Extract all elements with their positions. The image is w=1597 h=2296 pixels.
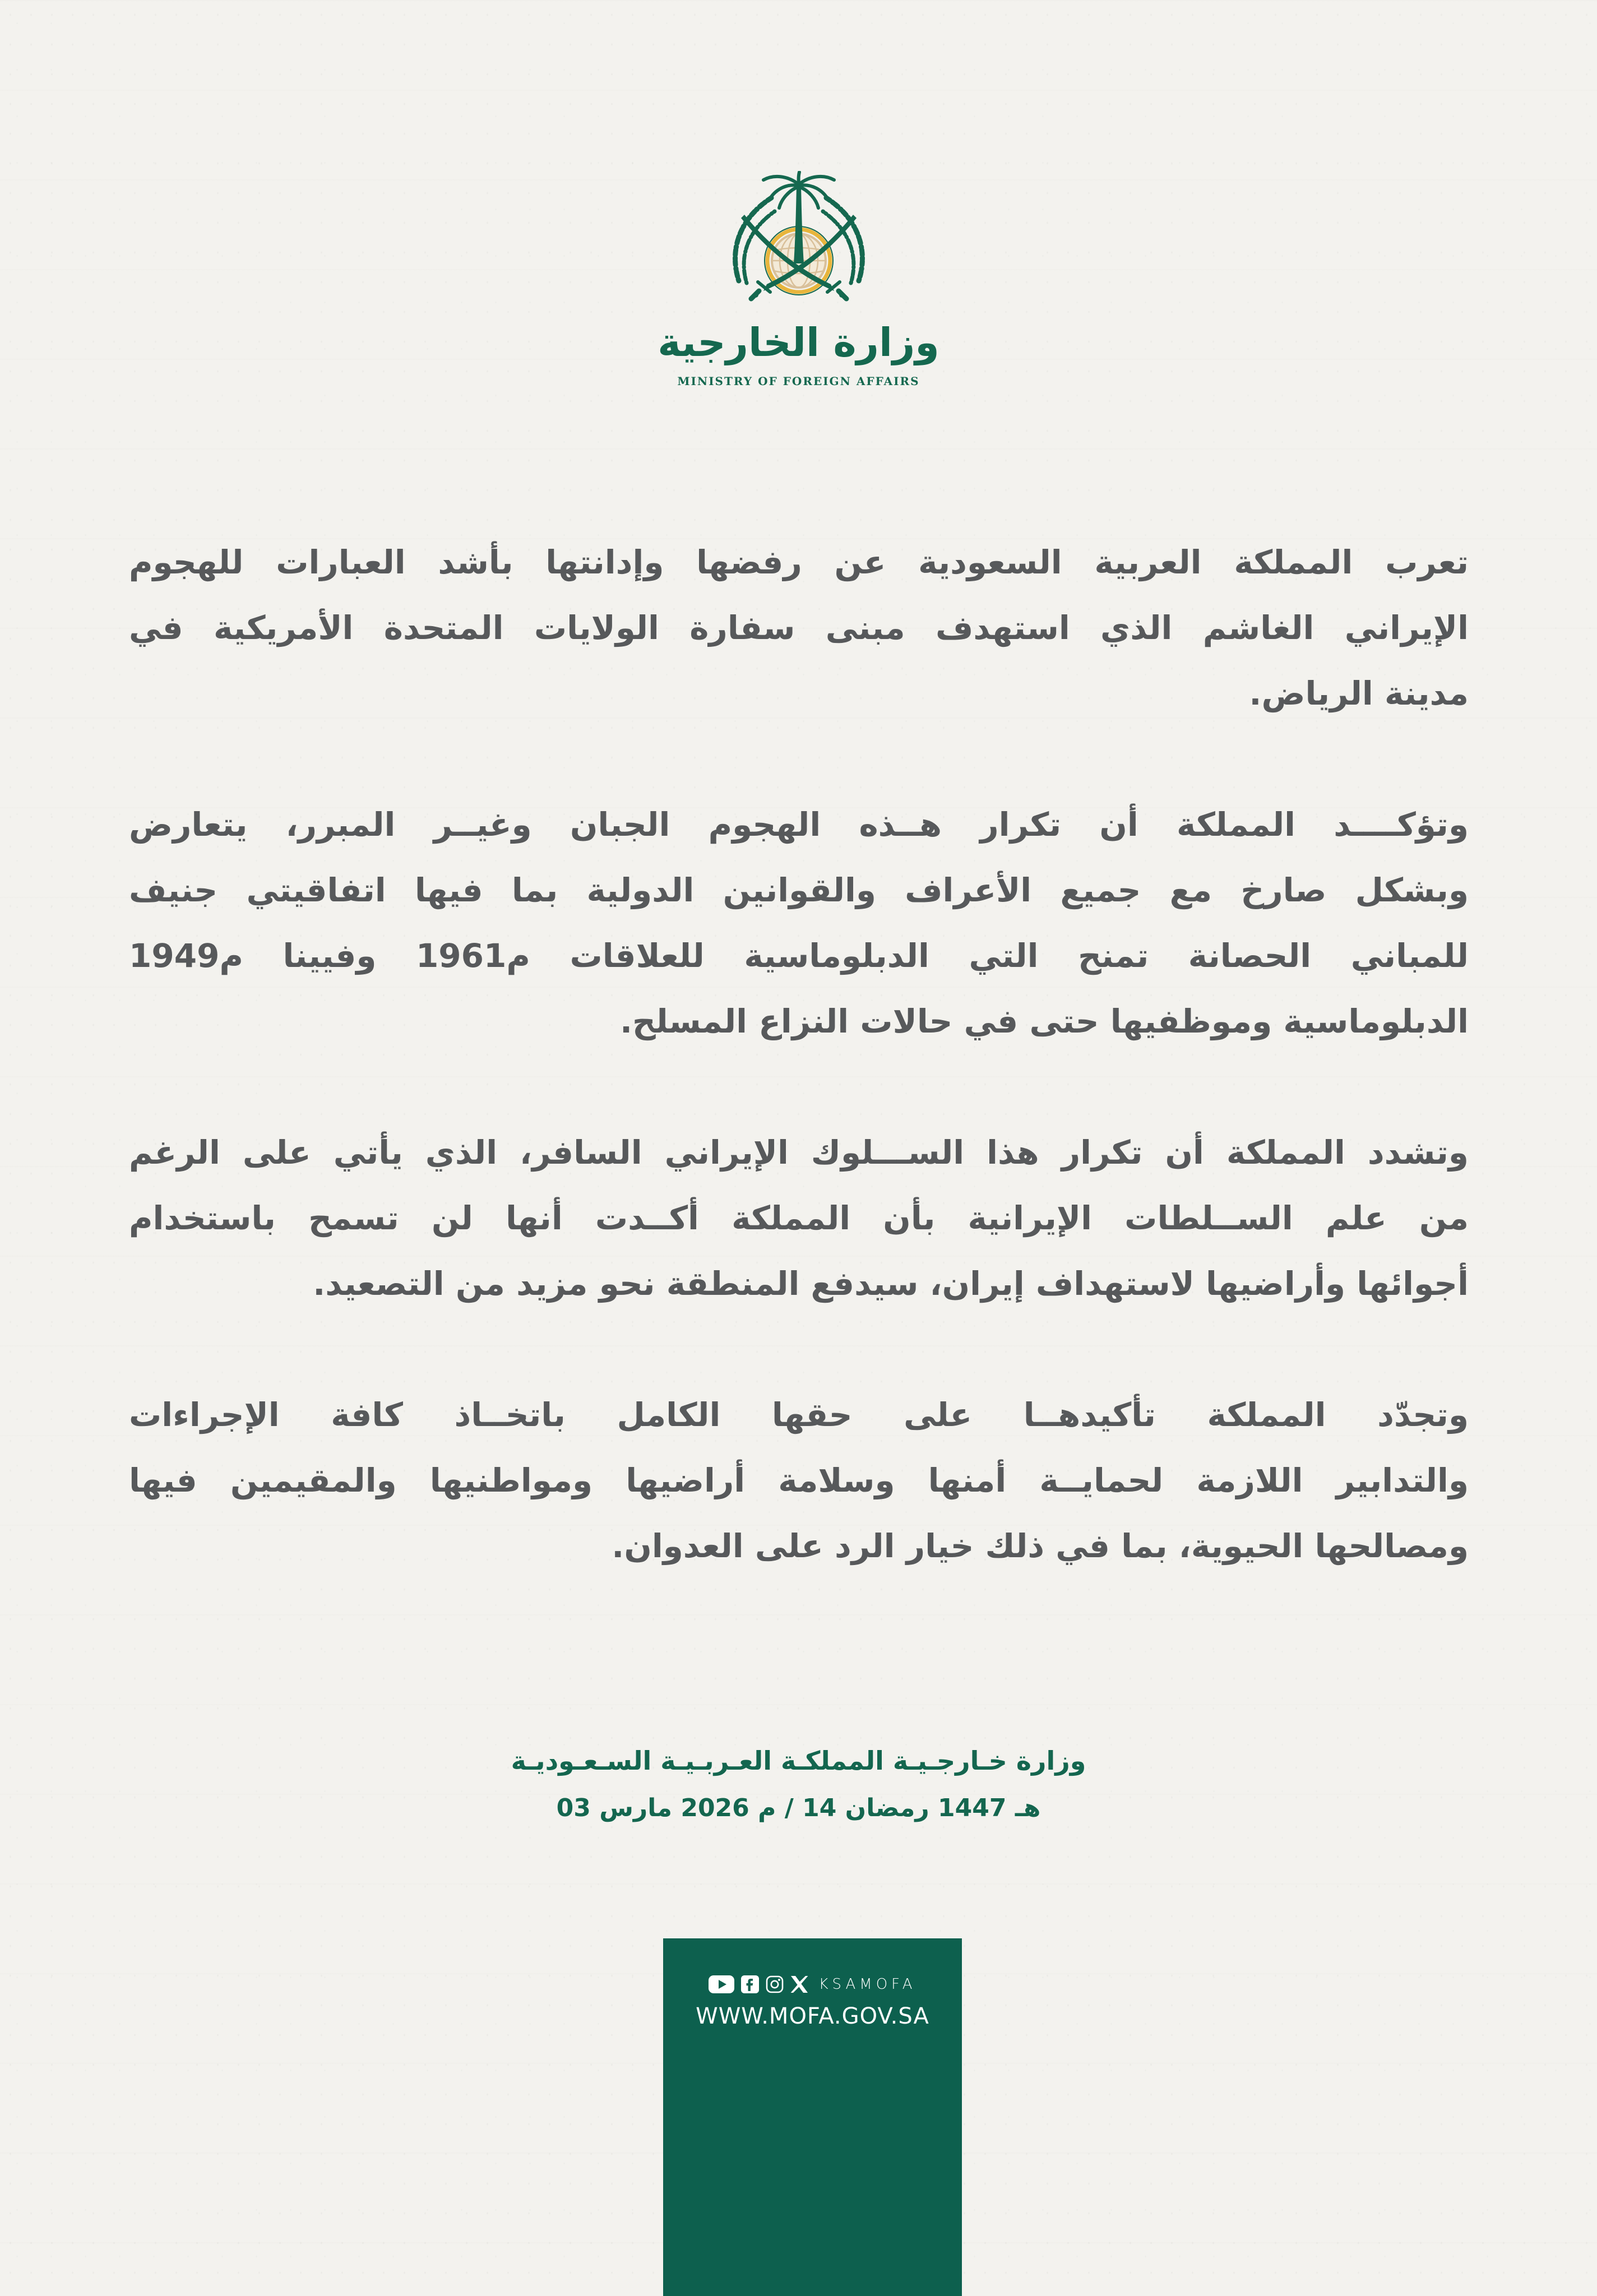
footer-panel bbox=[663, 1938, 962, 2296]
signature-date: 03 مارس 2026 م / 14 رمضان 1447 هـ bbox=[556, 1794, 1041, 1822]
statement-paragraph bbox=[129, 1382, 1469, 1579]
statement-paragraph bbox=[129, 530, 1469, 726]
statement-line: 1949م وفيينا 1961م للعلاقات الدبلوماسية التي تمنح الحصانة للمباني bbox=[129, 937, 1469, 975]
statement-line: وتشدد المملكة أن تكرار هذا الســـلوك الإيراني السافر، الذي يأتي على الرغم bbox=[129, 1133, 1469, 1172]
ministry-logo bbox=[0, 171, 1597, 388]
statement-line: ومصالحها الحيوية، بما في ذلك خيار الرد على العدوان. bbox=[612, 1527, 1469, 1565]
statement-line: من علم الســلطات الإيرانية بأن المملكة أكــدت أنها لن تسمح باستخدام bbox=[129, 1199, 1469, 1237]
statement-paragraph bbox=[129, 792, 1469, 1054]
statement-line: الإيراني الغاشم الذي استهدف مبنى سفارة الولايات المتحدة الأمريكية في bbox=[129, 609, 1469, 647]
website-url: WWW.MOFA.GOV.SA bbox=[696, 2003, 929, 2029]
statement-line: الدبلوماسية وموظفيها حتى في حالات النزاع المسلح. bbox=[619, 1002, 1469, 1040]
ministry-arabic-calligraphy: وزارة الخارجية bbox=[658, 320, 939, 365]
facebook-icon bbox=[741, 1975, 759, 1993]
signature-block bbox=[0, 1737, 1597, 1832]
statement-line: وبشكل صارخ مع جميع الأعراف والقوانين الدولية بما فيها اتفاقيتي جنيف bbox=[129, 871, 1469, 909]
statement-line: تعرب المملكة العربية السعودية عن رفضها وإدانتها بأشد العبارات للهجوم bbox=[129, 543, 1469, 581]
instagram-icon bbox=[766, 1975, 784, 1993]
statement-line: أجوائها وأراضيها لاستهداف إيران، سيدفع المنطقة نحو مزيد من التصعيد. bbox=[313, 1265, 1469, 1303]
ministry-english-name: MINISTRY OF FOREIGN AFFAIRS bbox=[677, 374, 920, 388]
statement-line: وتجدّد المملكة تأكيدهــا على حقها الكامل باتخــاذ كافة الإجراءات bbox=[129, 1396, 1469, 1434]
statement-paragraph bbox=[129, 1120, 1469, 1317]
statement-body bbox=[129, 530, 1469, 1645]
statement-line: وتؤكــــد المملكة أن تكرار هــذه الهجوم الجبان وغيــر المبرر، يتعارض bbox=[129, 806, 1469, 844]
statement-line: والتدابير اللازمة لحمايــة أمنها وسلامة أراضيها ومواطنيها والمقيمين فيها bbox=[129, 1461, 1469, 1499]
youtube-icon bbox=[709, 1975, 734, 1993]
social-icons-row bbox=[663, 1973, 962, 1996]
signature-issuer: وزارة خـارجـيـة المملكـة العـربـيـة السـعـوديـة bbox=[511, 1746, 1086, 1776]
statement-line: مدينة الرياض. bbox=[1249, 674, 1469, 712]
social-handle: KSAMOFA bbox=[818, 1976, 916, 1993]
mofa-emblem-icon bbox=[723, 171, 874, 308]
x-icon bbox=[790, 1976, 808, 1993]
